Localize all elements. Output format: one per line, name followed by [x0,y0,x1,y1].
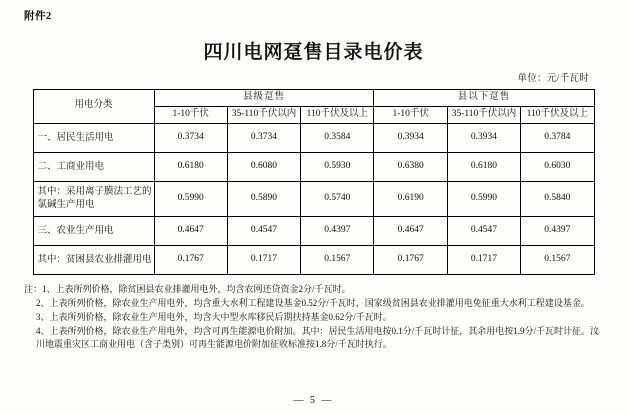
row-value: 0.3934 [447,123,520,152]
table-header [33,90,594,124]
row-value: 0.1717 [447,245,520,274]
row-category: 一、居民生活用电 [33,123,154,152]
table-row [33,152,594,181]
row-value: 0.1767 [374,245,447,274]
table-row [33,181,594,216]
row-value: 0.5840 [521,181,594,216]
note-item: 2、上表所列价格，除农业生产用电外，均含重大水利工程建设基金0.52分/千瓦时，国家级贫困县农业排灌用电免征重大水利工程建设基金。 [36,297,590,308]
column-header-voltage-5: 35-110千伏以内 [447,106,520,123]
row-value: 0.6080 [227,152,300,181]
table-row [33,123,594,152]
table-row [33,245,594,274]
note-item: 3、上表所列价格，除农业生产用电外，均含大中型水库移民后期扶持基金0.62分/千瓦时。 [36,311,392,322]
row-value: 0.5990 [447,181,520,216]
row-category: 其中：采用离子膜法工艺的氯碱生产用电 [33,181,154,216]
row-value: 0.5990 [154,181,227,216]
attachment-label: 附件2 [24,11,52,22]
column-header-category: 用电分类 [33,90,154,124]
row-value: 0.3784 [521,123,594,152]
page-number: — 5 — [293,395,334,406]
row-value: 0.3734 [227,123,300,152]
row-value: 0.1767 [154,245,227,274]
row-category: 三、农业生产用电 [33,216,154,245]
note-item [24,283,603,296]
column-header-voltage-4: 1-10千伏 [374,106,447,123]
row-value: 0.4647 [154,216,227,245]
notes-lead-label: 注： [24,283,43,294]
row-value: 0.4397 [301,216,374,245]
column-header-voltage-1: 1-10千伏 [154,106,227,123]
unit-label: 单位：元/千瓦时 [517,74,589,84]
column-group-below-county: 县以下趸售 [374,90,594,107]
price-table [33,89,595,275]
row-value: 0.3734 [154,123,227,152]
note-item: 4、上表所列价格，除农业生产用电外，均含可再生能源电价附加。其中：居民生活用电按0.1分/千瓦时计征，其余用电按1.9分/千瓦时计征。汶川地震重灾区工商业用电（含子类别）可再生能源电价附加征收标准按1.8分/千瓦时执行。 [36,325,600,349]
row-value: 0.6380 [374,152,447,181]
row-value: 0.1567 [301,245,374,274]
table-body [33,123,594,274]
note-text-1: 1、上表所列价格，除贫困县农业排灌用电外，均含农网还贷资金2分/千瓦时。 [42,283,351,294]
row-value: 0.3584 [301,123,374,152]
row-value: 0.5890 [227,181,300,216]
page-title: 四川电网趸售目录电价表 [203,42,424,63]
row-value: 0.6030 [521,152,594,181]
row-value: 0.5740 [301,181,374,216]
row-value: 0.6180 [447,152,520,181]
column-header-voltage-3: 110千伏及以上 [301,106,374,123]
row-value: 0.1717 [227,245,300,274]
table-row [33,216,594,245]
row-category: 二、工商业用电 [33,152,154,181]
row-value: 0.4647 [374,216,447,245]
column-header-voltage-6: 110千伏及以上 [521,106,594,123]
row-value: 0.5930 [301,152,374,181]
row-value: 0.4397 [521,216,594,245]
row-category: 其中：贫困县农业排灌用电 [33,245,154,274]
row-value: 0.4547 [447,216,520,245]
row-value: 0.6180 [154,152,227,181]
table-header-row-groups [33,90,594,107]
row-value: 0.6190 [374,181,447,216]
row-value: 0.3934 [374,123,447,152]
notes-section [24,283,603,351]
row-value: 0.1567 [521,245,594,274]
column-header-voltage-2: 35-110千伏以内 [227,106,300,123]
row-value: 0.4547 [227,216,300,245]
column-group-county-level: 县级趸售 [154,90,374,107]
